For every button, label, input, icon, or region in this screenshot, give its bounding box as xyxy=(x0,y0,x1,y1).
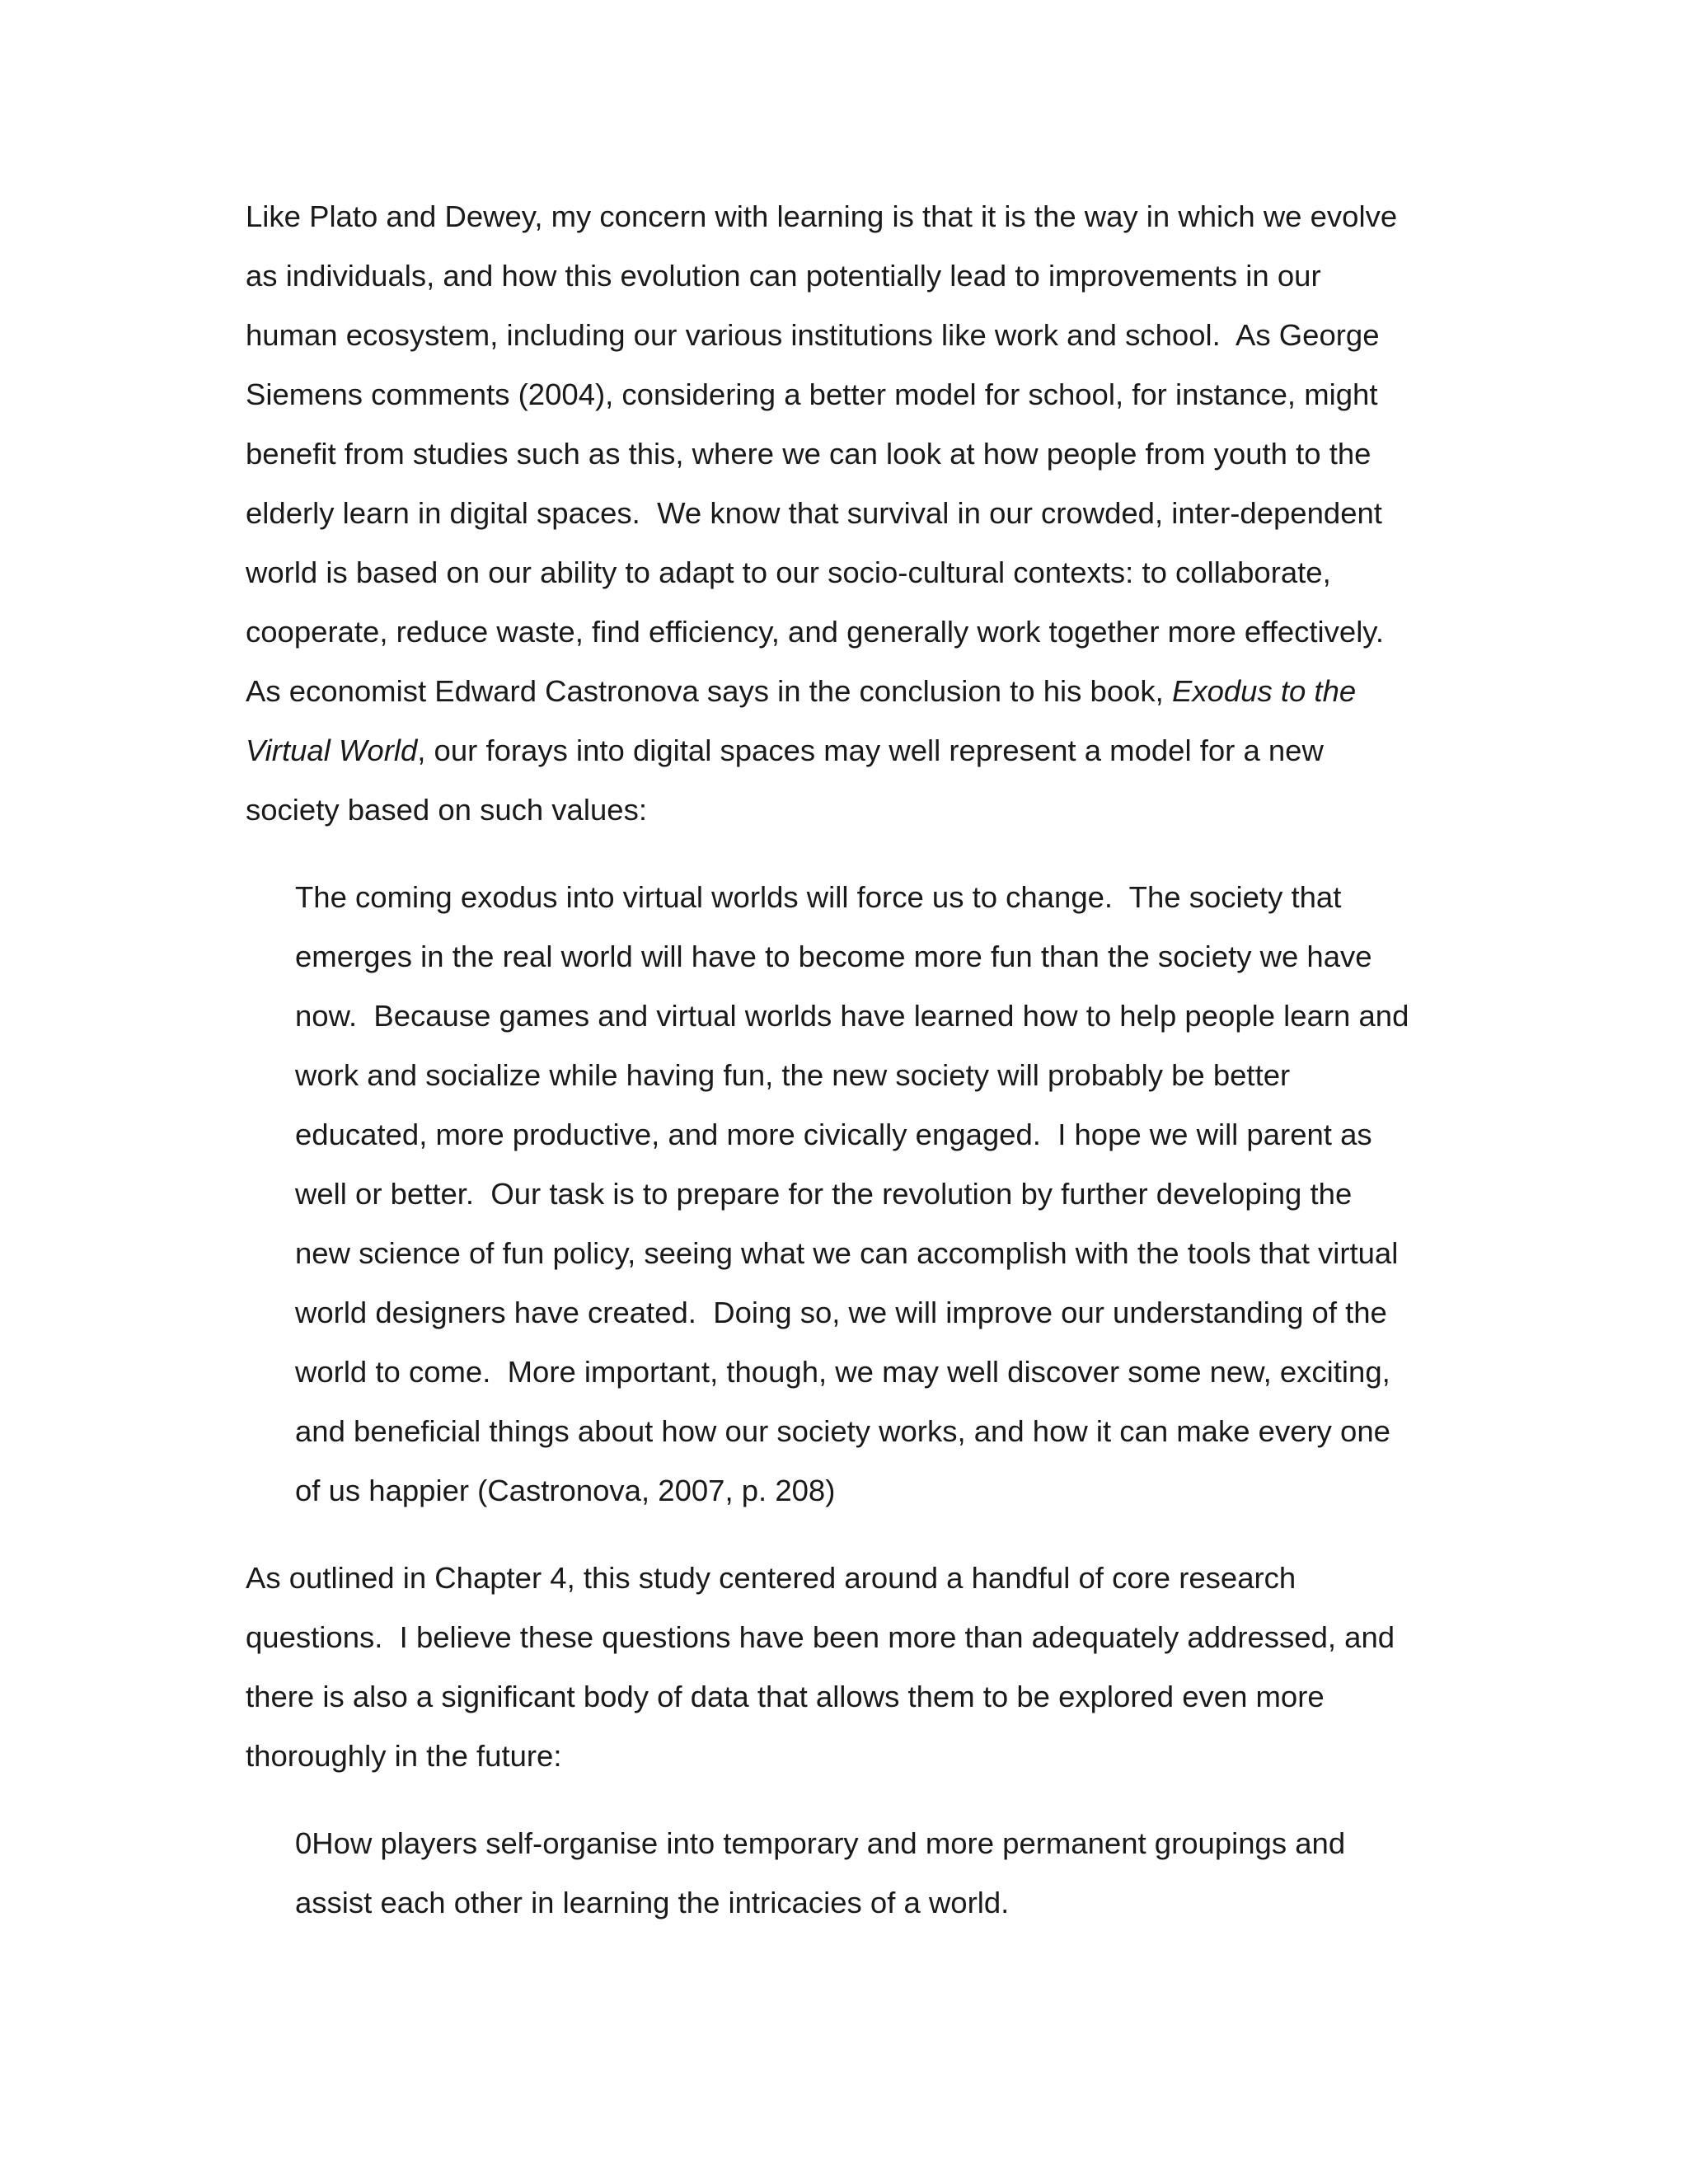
text-line: there is also a significant body of data that allows them to be explored even more xyxy=(246,1680,1325,1713)
quote-line: and beneficial things about how our society works, and how it can make every one xyxy=(295,1414,1390,1448)
quote-line: world designers have created. Doing so, we will improve our understanding of the xyxy=(295,1296,1387,1329)
text-line: benefit from studies such as this, where we can look at how people from youth to the xyxy=(246,437,1372,471)
quote-line: educated, more productive, and more civically engaged. I hope we will parent as xyxy=(295,1118,1372,1151)
quote-line: The coming exodus into virtual worlds will force us to change. The society that xyxy=(295,880,1342,914)
text-run: , our forays into digital spaces may well represent a model for a new xyxy=(417,733,1324,767)
text-line xyxy=(246,734,1324,767)
list-item-line: assist each other in learning the intricacies of a world. xyxy=(295,1886,1010,1919)
text-line: Like Plato and Dewey, my concern with learning is that it is the way in which we evolve xyxy=(246,199,1398,233)
book-title-italic: Exodus to the xyxy=(1171,674,1357,708)
text-line: As outlined in Chapter 4, this study centered around a handful of core research xyxy=(246,1561,1296,1595)
text-line: elderly learn in digital spaces. We know that survival in our crowded, inter-dependent xyxy=(246,496,1382,530)
quote-line: work and socialize while having fun, the new society will probably be better xyxy=(295,1058,1291,1092)
book-title-italic: Virtual World xyxy=(246,733,418,767)
text-line: Siemens comments (2004), considering a better model for school, for instance, might xyxy=(246,377,1378,411)
text-line: as individuals, and how this evolution can potentially lead to improvements in our xyxy=(246,259,1321,293)
text-line: questions. I believe these questions have been more than adequately addressed, and xyxy=(246,1620,1395,1654)
quote-line: now. Because games and virtual worlds have learned how to help people learn and xyxy=(295,999,1409,1033)
text-line: world is based on our ability to adapt to our socio-cultural contexts: to collaborate, xyxy=(246,555,1331,589)
quote-line: well or better. Our task is to prepare for the revolution by further developing the xyxy=(295,1177,1353,1211)
quote-line: of us happier (Castronova, 2007, p. 208) xyxy=(295,1474,836,1507)
text-run: As economist Edward Castronova says in the conclusion to his book, xyxy=(246,674,1172,708)
list-item-line: 0How players self-organise into temporary and more permanent groupings and xyxy=(295,1826,1346,1860)
text-line: thoroughly in the future: xyxy=(246,1739,562,1773)
text-line: cooperate, reduce waste, find efficiency, and generally work together more effectively. xyxy=(246,615,1384,649)
text-line: human ecosystem, including our various institutions like work and school. As George xyxy=(246,318,1380,352)
quote-line: world to come. More important, though, we may well discover some new, exciting, xyxy=(295,1355,1390,1389)
quote-line: new science of fun policy, seeing what we can accomplish with the tools that virtual xyxy=(295,1236,1399,1270)
quote-line: emerges in the real world will have to become more fun than the society we have xyxy=(295,940,1372,973)
text-line xyxy=(246,675,1356,708)
text-line: society based on such values: xyxy=(246,793,647,827)
